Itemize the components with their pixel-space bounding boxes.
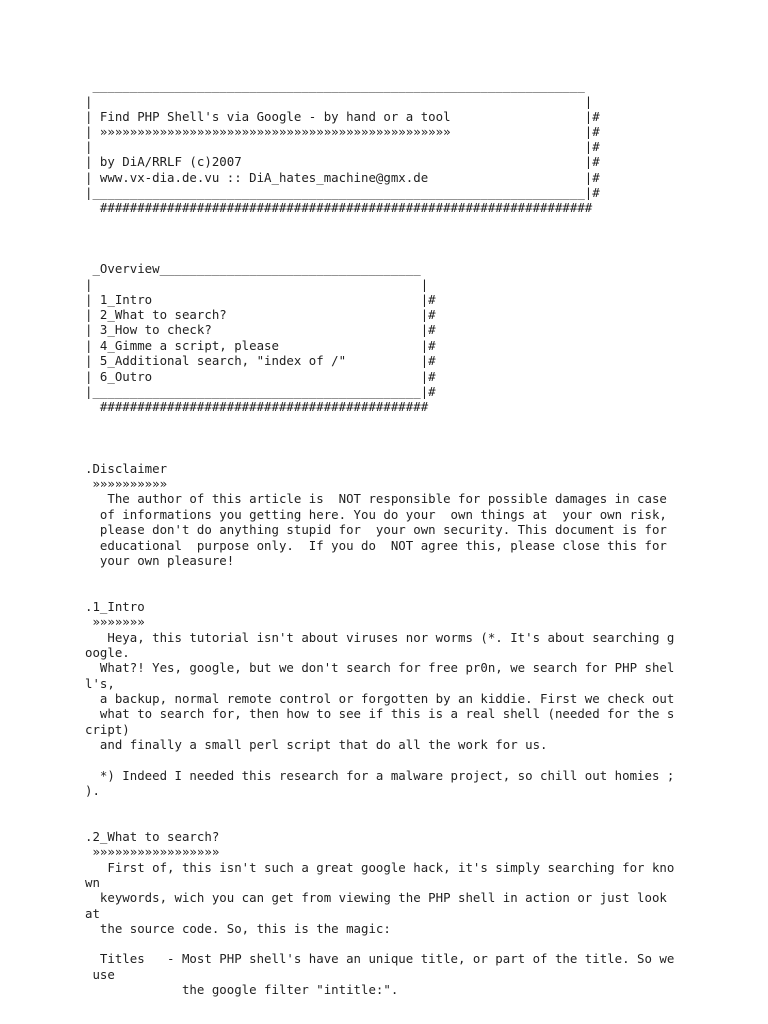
what-to-search-text-line: at [85,906,100,921]
what-to-search-text-line: wn [85,875,100,890]
intro-text-line: What?! Yes, google, but we don't search for free pr0n, we search for PHP shel [85,660,675,675]
what-to-search-underline: »»»»»»»»»»»»»»»»» [85,844,220,859]
disclaimer-text-line: educational purpose only. If you do NOT agree this, please close this for [85,538,667,553]
what-to-search-heading: .2_What to search? [85,829,220,844]
intro-footnote-line: *) Indeed I needed this research for a malware project, so chill out homies ; [85,768,675,783]
overview-box-top: _Overview___________________________________ [85,261,421,276]
author-line: | by DiA/RRLF (c)2007 |# [85,154,600,169]
disclaimer-underline: »»»»»»»»»» [85,476,168,491]
intro-text-line: cript) [85,722,130,737]
header-box-blank-line-2: | |# [85,139,600,154]
what-to-search-text-line: First of, this isn't such a great google hack, it's simply searching for kno [85,860,675,875]
disclaimer-text-line: please don't do anything stupid for your own security. This document is for [85,522,667,537]
intro-text-line: what to search for, then how to see if this is a real shell (needed for the s [85,706,675,721]
header-box-bottom-border: |__________________________________________________________________|# [85,185,600,200]
header-box-top-border: __________________________________________________________________ [85,78,585,93]
what-to-search-text-line: keywords, wich you can get from viewing the PHP shell in action or just look [85,890,667,905]
contact-line: | www.vx-dia.de.vu :: DiA_hates_machine@gmx.de |# [85,170,600,185]
titles-definition-line: Titles - Most PHP shell's have an unique title, or part of the title. So we [85,951,675,966]
disclaimer-text-line: your own pleasure! [85,553,235,568]
header-box-blank-line: | | [85,94,593,109]
overview-box-blank-line: | | [85,277,429,292]
titles-definition-line: use [85,967,115,982]
intro-text-line: a backup, normal remote control or forgotten by an kiddie. First we check out [85,691,675,706]
intro-text-line: and finally a small perl script that do all the work for us. [85,737,548,752]
document-title: | Find PHP Shell's via Google - by hand or a tool |# [85,109,600,124]
disclaimer-heading: .Disclaimer [85,461,168,476]
intro-footnote-line: ). [85,783,100,798]
intro-heading: .1_Intro [85,599,145,614]
overview-item-script: | 4_Gimme a script, please |# [85,338,436,353]
intro-underline: »»»»»»» [85,614,145,629]
overview-item-intro: | 1_Intro |# [85,292,436,307]
what-to-search-text-line: the source code. So, this is the magic: [85,921,391,936]
titles-definition-line: the google filter "intitle:". [85,982,399,997]
intro-text-line: Heya, this tutorial isn't about viruses nor worms (*. It's about searching g [85,630,675,645]
disclaimer-text-line: of informations you getting here. You do your own things at your own risk, [85,507,667,522]
disclaimer-text-line: The author of this article is NOT responsible for possible damages in case [85,491,667,506]
overview-item-additional-search: | 5_Additional search, "index of /" |# [85,353,436,368]
overview-item-how-to-check: | 3_How to check? |# [85,322,436,337]
intro-text-line: oogle. [85,645,130,660]
header-box-shadow: ################################################################## [85,200,593,215]
title-underline: | »»»»»»»»»»»»»»»»»»»»»»»»»»»»»»»»»»»»»»»»»»»»»»» |# [85,124,600,139]
overview-item-what-to-search: | 2_What to search? |# [85,307,436,322]
intro-text-line: l's, [85,676,115,691]
overview-box-bottom: |____________________________________________|# [85,384,436,399]
overview-box-shadow: ############################################ [85,399,429,414]
overview-item-outro: | 6_Outro |# [85,369,436,384]
